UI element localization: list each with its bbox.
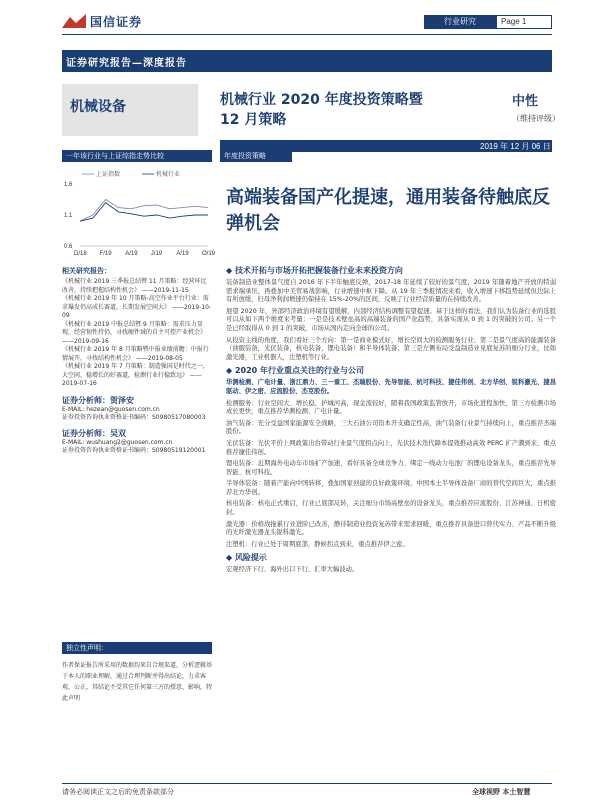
footer-disclaimer: 请务必阅读正文之后的免责条款部分: [62, 788, 174, 796]
section-tag: 年度投资策略: [224, 152, 266, 160]
x-tick-label: F/19: [99, 251, 112, 257]
company-logo: [62, 10, 182, 32]
brand-name: 国信证券: [90, 15, 143, 29]
section-heading: ◆ 技术开拓与市场开拓把握装备行业未来投资方向: [226, 266, 403, 275]
paragraph: 注塑机：行业已处于周期底部，静候拐点到来，重点推荐伊之密。: [226, 540, 409, 548]
trend-chart: [62, 168, 216, 260]
analyst-1-cert: 证券投资咨询执业资格证书编码：S0980517080003: [62, 413, 206, 421]
x-tick-label: A/19: [176, 251, 189, 257]
y-tick-label: 0.6: [64, 244, 73, 250]
section-heading: ◆ 风险提示: [226, 553, 267, 563]
paragraph: 核电装备：核电正式重启，行业已底部反转，关注细分市场高壁垒的设备龙头，重点推荐应流股份、江苏神通、日机密封。: [226, 500, 556, 517]
x-tick-label: O/19: [202, 251, 216, 257]
related-reports: [62, 266, 212, 455]
footer-divider: [62, 783, 552, 784]
rating: 中性: [512, 94, 539, 109]
analyst-2-name: 证券分析师：吴双: [62, 428, 126, 438]
x-tick-label: A/19: [125, 251, 138, 257]
paragraph: 半导体装备：随着产能向中国转移，叠加国家创建的良好政策环境，中国本土半导体设备厂商的替代空间巨大，重点推荐北方华创。: [226, 480, 556, 496]
header-divider: [62, 34, 552, 35]
disclaimer-text: 作者保证报告所采用的数据均来自合规渠道，分析逻辑基于本人的职业理解，通过合理判断并得出结论，力求客观、公正，其结论不受其它任何第三方的授意、影响，特此声明: [62, 662, 213, 702]
y-tick-label: 1.6: [64, 182, 73, 188]
page-number: Page 1: [496, 15, 552, 29]
logo-icon: [62, 14, 86, 28]
y-tick-label: 1.1: [64, 213, 73, 219]
rating-note: （维持评级）: [512, 114, 560, 123]
x-tick-label: D/18: [74, 251, 87, 257]
paragraph: 光伏装备：光伏平价上网政策出台带动行业景气度拐点向上，光伏技术迭代降本提效推动高效 PERC 扩产潮到来，重点推荐捷佳伟创。: [226, 439, 556, 456]
x-tick-label: J/19: [150, 251, 163, 257]
disclaimer-title: 独立性声明：: [66, 644, 108, 652]
main-content: [226, 262, 556, 578]
paragraph: 油气装备：充分受益国家能源安全战略，三大石油公司资本开支确定性高，油气装备行业景气持续向上，重点推荐杰瑞股份。: [226, 419, 556, 436]
paragraph: 华测检测、广电计量、浙江鼎力、三一重工、杰瑞股份、先导智能、杭可科技、捷佳伟创、北方华创、锐科激光、捷昌驱动、伊之密、应流股份、杰克股份。: [226, 379, 556, 395]
analyst-1-email[interactable]: E-MAIL: hezean@guosen.com.cn: [62, 405, 160, 413]
related-item[interactable]: 《机械行业 2019 年 7 月策略：制造强国是时代之一，大空间，稳增长的好赛道，检测行业行稳致远》 ——2019-07-16: [62, 363, 209, 387]
title-line-1: 机械行业 2020 年度投资策略暨: [220, 92, 423, 108]
analyst-1-name: 证券分析师：贺泽安: [62, 395, 134, 405]
related-item[interactable]: 《机械行业 2019 年 8 月策略暨中报业绩前瞻：中报行情展开，寻找结构性机会》 ——2019-08-05: [62, 346, 209, 362]
title-line-2: 12 月策略: [220, 112, 287, 128]
paragraph: 锂电装备：近期海外电动车市场扩产加速，看好具备全球竞争力、绑定一线动力电池厂的锂电设备龙头，重点推荐先导智能、杭可科技。: [226, 460, 556, 476]
related-item[interactable]: 《机械行业 2019 三季报总结暨 11 月策略：经营环比改善，持续把握结构性机会》 ——2019-11-15: [62, 278, 207, 294]
header-tag: 行业研究: [424, 15, 496, 29]
report-type: 证券研究报告—深度报告: [66, 58, 187, 69]
analyst-2-email[interactable]: E-MAIL: wushuang2@guosen.com.cn: [62, 438, 173, 446]
legend-label-a: 上证指数: [96, 171, 121, 178]
paragraph: 装备制造业整体景气度自 2016 年下半年触底反弹，2017-18 年延续了较好的景气度，2019 年随着地产开放的特弱需求端承压，再叠加中美贸易战影响，行业增速中枢下降。从 19 年三季报情况来看，收入增速下移趋势延续但边际上有所放缓，归母净利润增速仍保持在 15%-20%的区间，反映了行业经营质量的在持续改善。: [226, 279, 556, 304]
headline: 高端装备国产化提速，通用装备待触底反弹机会: [226, 187, 550, 234]
paragraph: 从投资主线的角度，我们看好三个方向：第一是商业模式好，增长空间大的检测服务行业；第二是景气度高的能源装备（油服装备，光伏装备，核电装备，锂电装备）和半导体装备；第三是左侧布局受益制造业见底复苏的细分行业，比如激光器，工业机器人，注塑机等行业。: [226, 336, 556, 361]
legend-label-b: 机械行业: [156, 171, 181, 178]
paragraph: 激光器：价格战拖累行业进阶已改善，静待制造业投资复苏带来需求回暖，重点推荐具备进口替代实力、产品不断升级的光纤激光器龙头锐科激光。: [226, 520, 556, 537]
sector-name: 机械设备: [70, 99, 126, 115]
paragraph: 展望 2020 年，外部经济政治环境有望缓解，内部经济结构调整有望提速。基于这样的看法，我们认为装备行业的选股可以从如下两个维度来考量：一是是技术壁垒高的高端装备的国产化趋势，具备实现从 0 到 1 的突破的公司；另一个是已经取得从 0 到 1 的突破，市场从国内走向全球的公司。: [226, 307, 556, 332]
report-date: 2019 年 12 月 06 日: [480, 142, 551, 151]
related-item[interactable]: 《机械行业 2019 中报总结暨 9 月策略：需求压力显现，经营韧性持仍，寻找硬件域的自主可控产业机会》 ——2019-09-16: [62, 320, 207, 345]
analyst-2-cert: 证券投资咨询执业资格证书编码：S0980519120001: [62, 446, 206, 454]
report-title: [220, 90, 460, 130]
chart-header: 一年该行业与上证综指走势比较: [66, 152, 164, 160]
footer-slogan: 全球视野 本土智慧: [472, 788, 531, 796]
related-title: 相关研究报告：: [62, 267, 111, 275]
paragraph: 宏观经济下行、海外出口下行、汇率大幅波动。: [226, 566, 359, 574]
paragraph: 检测服务：行业空间大、增长稳，护城河高，现金流较好，随着我国政策监管放开，市场化进程加快，第三方检测市场成长更快，重点推荐华测检测、广电计量。: [226, 399, 556, 416]
related-item[interactable]: 《机械行业 2019 年 10 月策略-高空作业平台行业：需求爆发仍高成长赛道，长期发展空间大》 ——2019-10-09: [62, 295, 212, 319]
section-heading: ◆ 2020 年行业重点关注的行业与公司: [226, 366, 364, 376]
